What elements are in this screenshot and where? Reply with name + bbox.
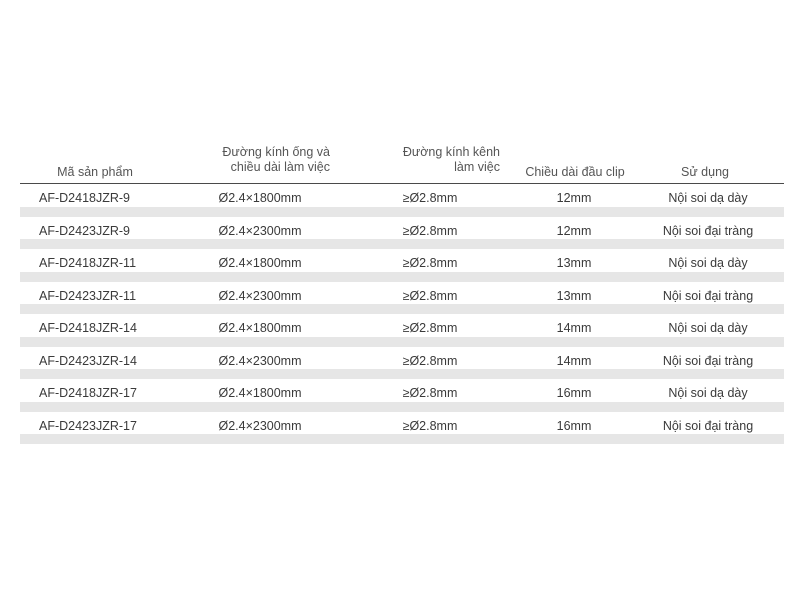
cell-tube-spec: Ø2.4×1800mm [218, 191, 302, 205]
cell-tube-spec: Ø2.4×2300mm [218, 418, 302, 433]
row-stripe [20, 207, 784, 217]
table-row [20, 217, 784, 250]
row-stripe [20, 272, 784, 282]
cell-product-code: AF-D2418JZR-11 [39, 256, 137, 270]
row-stripe [20, 402, 784, 412]
cell-product-code: AF-D2423JZR-9 [39, 223, 130, 238]
row-stripe [20, 239, 784, 249]
header-channel-diameter [360, 140, 500, 180]
header-channel-diameter-line-2: làm việc [454, 160, 500, 174]
table-body [20, 184, 784, 444]
cell-channel-spec: ≥Ø2.8mm [402, 223, 458, 238]
table-row [20, 282, 784, 315]
cell-usage: Nội soi dạ dày [668, 191, 748, 205]
cell-clip-length: 14mm [556, 353, 592, 368]
row-stripe [20, 369, 784, 379]
cell-clip-length: 14mm [556, 321, 592, 335]
cell-channel-spec: ≥Ø2.8mm [402, 256, 458, 270]
table-row [20, 412, 784, 445]
cell-usage: Nội soi đại tràng [662, 353, 754, 368]
cell-tube-spec: Ø2.4×2300mm [218, 223, 302, 238]
header-tube-diameter-length-line-1: Đường kính ống và [222, 145, 330, 159]
row-stripe [20, 304, 784, 314]
cell-usage: Nội soi dạ dày [668, 256, 748, 270]
cell-channel-spec: ≥Ø2.8mm [402, 288, 458, 303]
cell-product-code: AF-D2418JZR-17 [39, 386, 137, 400]
table-row [20, 379, 784, 412]
cell-product-code: AF-D2418JZR-9 [39, 191, 130, 205]
table-header [20, 140, 784, 184]
cell-product-code: AF-D2423JZR-14 [39, 353, 137, 368]
row-stripe [20, 337, 784, 347]
header-tube-diameter-length-line-2: chiều dài làm việc [230, 160, 330, 174]
cell-channel-spec: ≥Ø2.8mm [402, 386, 458, 400]
cell-tube-spec: Ø2.4×1800mm [218, 256, 302, 270]
cell-product-code: AF-D2423JZR-17 [39, 418, 137, 433]
cell-usage: Nội soi dạ dày [668, 321, 748, 335]
table-row [20, 347, 784, 380]
header-clip-length-line-1: Chiều dài đầu clip [525, 165, 625, 179]
header-clip-length [510, 140, 640, 180]
cell-channel-spec: ≥Ø2.8mm [402, 321, 458, 335]
header-usage-line-1: Sử dụng [681, 165, 729, 179]
cell-product-code: AF-D2418JZR-14 [39, 321, 137, 335]
table-row [20, 184, 784, 217]
cell-tube-spec: Ø2.4×2300mm [218, 353, 302, 368]
header-channel-diameter-line-1: Đường kính kênh [402, 145, 500, 159]
row-stripe [20, 434, 784, 444]
cell-usage: Nội soi đại tràng [662, 288, 754, 303]
cell-clip-length: 12mm [556, 191, 592, 205]
cell-usage: Nội soi đại tràng [662, 418, 754, 433]
cell-clip-length: 12mm [556, 223, 592, 238]
cell-tube-spec: Ø2.4×1800mm [218, 386, 302, 400]
cell-clip-length: 16mm [556, 418, 592, 433]
header-tube-diameter-length [190, 140, 330, 180]
cell-tube-spec: Ø2.4×1800mm [218, 321, 302, 335]
table-row [20, 314, 784, 347]
cell-channel-spec: ≥Ø2.8mm [402, 418, 458, 433]
header-product-code [20, 140, 170, 180]
cell-channel-spec: ≥Ø2.8mm [402, 191, 458, 205]
header-product-code-line-1: Mã sản phẩm [57, 165, 133, 179]
header-usage [650, 140, 760, 180]
cell-usage: Nội soi dạ dày [668, 386, 748, 400]
cell-clip-length: 13mm [556, 288, 592, 303]
cell-product-code: AF-D2423JZR-11 [39, 288, 137, 303]
cell-clip-length: 13mm [556, 256, 592, 270]
cell-usage: Nội soi đại tràng [662, 223, 754, 238]
cell-channel-spec: ≥Ø2.8mm [402, 353, 458, 368]
table-row [20, 249, 784, 282]
cell-tube-spec: Ø2.4×2300mm [218, 288, 302, 303]
cell-clip-length: 16mm [556, 386, 592, 400]
product-spec-table [20, 140, 784, 444]
